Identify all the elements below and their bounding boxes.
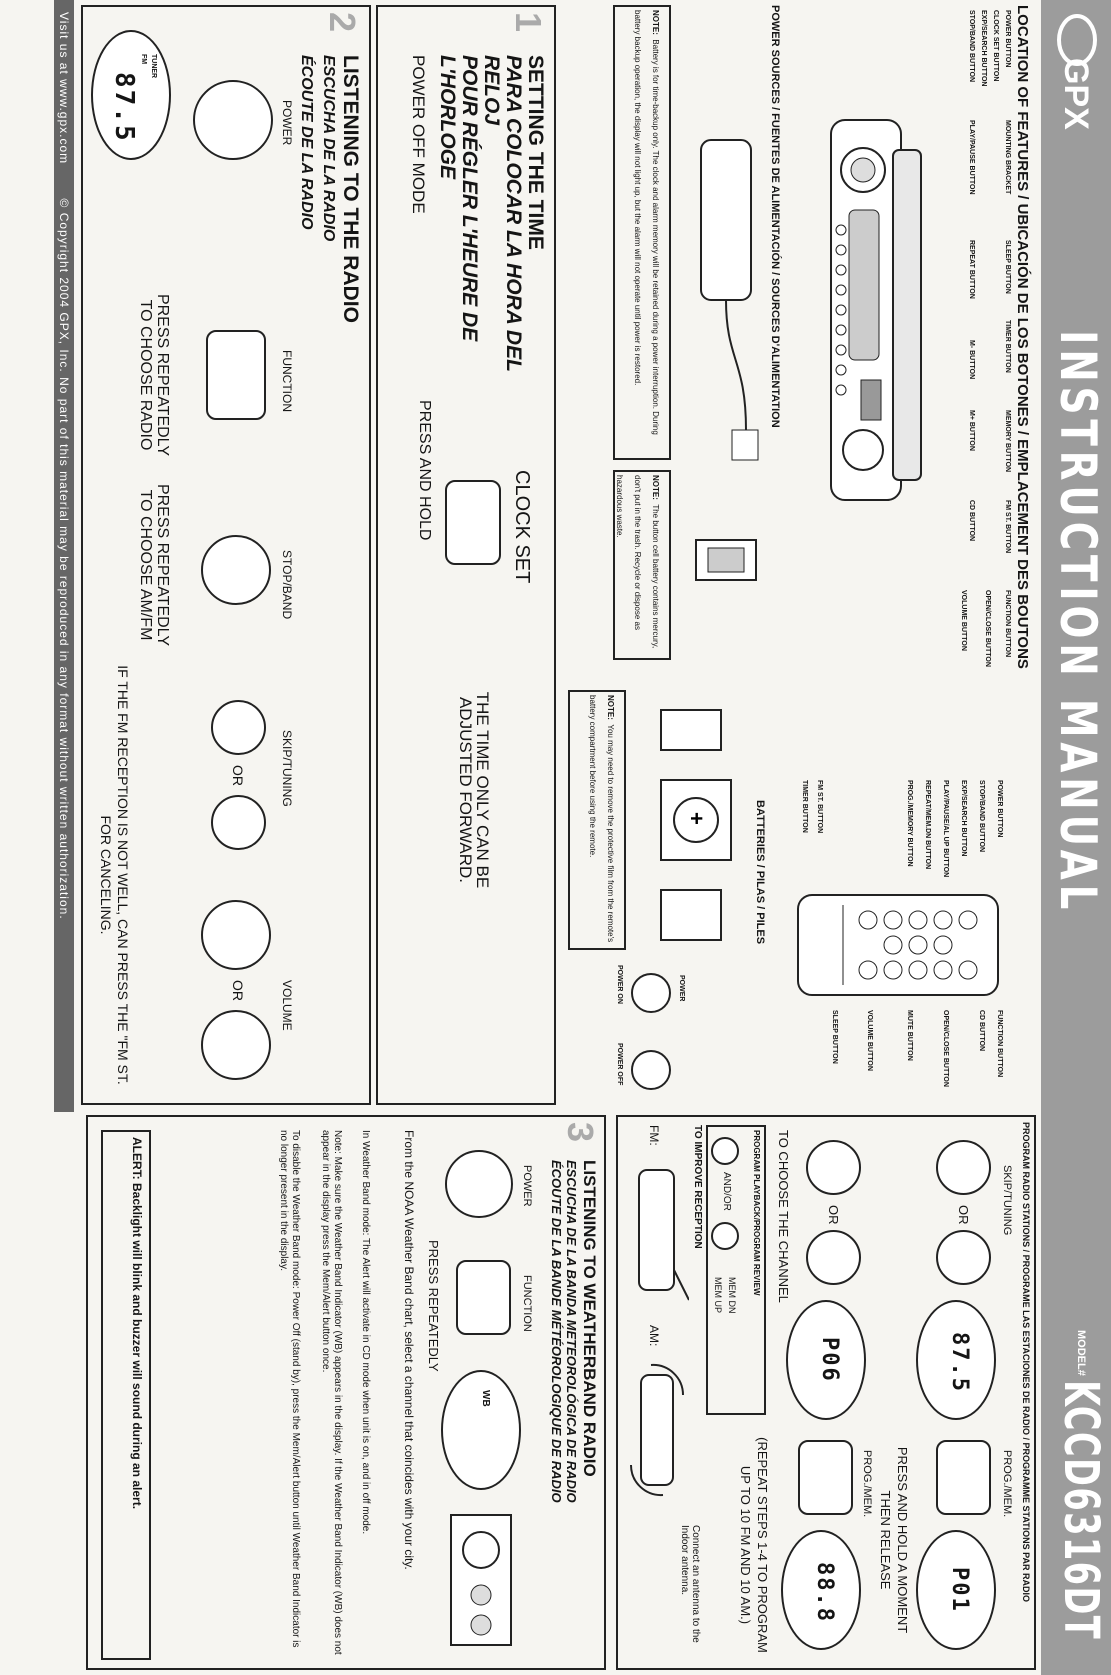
program-lcd-1-value: 87.5 <box>947 1332 972 1393</box>
remote-label-repeat: REPEAT/MEM.DN BUTTON <box>924 780 931 870</box>
svg-text:+: + <box>684 812 709 825</box>
label-memory: MEMORY BUTTON <box>1004 410 1011 473</box>
am-rotate-icon <box>626 1355 691 1505</box>
step3-title <box>549 1160 599 1660</box>
step1-title <box>408 55 546 385</box>
gpx-logo-icon <box>1051 10 1103 140</box>
label-repeat: REPEAT BUTTON <box>968 240 975 299</box>
reception-am: AM: <box>647 1325 661 1347</box>
step2-power-label: POWER <box>280 100 294 146</box>
battery-illustration <box>631 700 741 960</box>
step3-p1: In Weather Band mode: The Alert will activate in CD mode when unit is on, and in off mode. <box>360 1130 371 1535</box>
label-fm-st: FM ST. BUTTON <box>1004 500 1011 554</box>
step2-lcd-tuner: TUNER <box>150 54 157 79</box>
program-prog-mem-label: PROG./MEM. <box>1001 1450 1013 1518</box>
batteries-heading: BATTERIES / PILAS / PILES <box>754 800 766 945</box>
unit-labels-top <box>951 10 1011 667</box>
label-clock-set: CLOCK SET BUTTON <box>992 10 999 82</box>
step3-number: 3 <box>560 1122 601 1143</box>
prog-mem-button-icon <box>936 1440 991 1515</box>
label-m-minus: M- BUTTON <box>968 340 975 380</box>
program-skip-back-icon-2 <box>806 1140 861 1195</box>
program-or-2: OR <box>826 1205 841 1225</box>
step2-lcd-fm: FM <box>140 54 147 65</box>
batteries-note <box>568 690 626 950</box>
program-choose: TO CHOOSE THE CHANNEL <box>776 1130 791 1303</box>
power-on-icon <box>631 973 671 1013</box>
fm-antenna-icon <box>629 1160 689 1310</box>
remote-label-play: PLAY/PAUSE/AL UP BUTTON <box>942 780 949 878</box>
step1-title-es: PARA COLOCAR LA HORA DEL RELOJ <box>480 55 525 372</box>
model-number <box>1053 1330 1109 1675</box>
svg-text:GPX: GPX <box>1057 58 1095 130</box>
batteries-note-label: NOTE: <box>606 695 615 720</box>
program-skip-back-icon <box>936 1140 991 1195</box>
step3-noaa: From the NOAA Weather Band chart, select a channel that coincides with your city. <box>402 1130 416 1570</box>
step2-skip-label: SKIP/TUNING <box>280 730 294 807</box>
step2-buttons-row <box>181 60 294 1090</box>
remote-label-timer: TIMER BUTTON <box>801 780 808 833</box>
program-lcd-2 <box>916 1530 996 1650</box>
program-skip-forward-icon <box>936 1230 991 1285</box>
remote-control-icon <box>793 890 1003 1000</box>
power-on-label: POWER ON <box>616 965 623 1004</box>
label-function: FUNCTION BUTTON <box>1004 590 1011 658</box>
power-on-caption: POWER <box>678 975 685 1002</box>
step2-lcd-value: 87.5 <box>109 72 139 143</box>
unit-illustration <box>791 90 941 550</box>
power-note-2 <box>613 470 671 660</box>
program-lcd-2-value: P01 <box>947 1567 972 1613</box>
step2-function-label: FUNCTION <box>280 350 294 412</box>
step1-title-en: SETTING THE TIME <box>524 55 547 250</box>
remote-label-stop: STOP/BAND BUTTON <box>978 780 985 853</box>
step2-title-en: LISTENING TO THE RADIO <box>339 55 362 323</box>
reception-panel <box>621 1125 701 1665</box>
volume-down-button-icon <box>201 1010 271 1080</box>
page-title: INSTRUCTION MANUAL <box>1049 330 1107 915</box>
step3-alert: ALERT: Backlight will blink and buzzer will sound during an alert. <box>101 1130 151 1660</box>
skip-back-button-icon <box>211 700 266 755</box>
program-mem-up: MEM UP <box>713 1277 723 1313</box>
program-heading: PROGRAM RADIO STATIONS / PROGRAME LAS ESTACIONES DE RADIO / PROGRAMME STATIONS PAR RADIO <box>1021 1122 1031 1603</box>
power-note2-text: The button cell battery contains mercury, don't put in the trash. Recycle or dispose as hazardous waste. <box>615 475 660 649</box>
reception-fm: FM: <box>647 1125 661 1146</box>
label-play-pause: PLAY/PAUSE BUTTON <box>968 120 975 195</box>
label-stop-band: STOP/BAND BUTTON <box>968 10 975 83</box>
program-lcd-4-value: P06 <box>817 1337 842 1383</box>
step2-press-radio: PRESS REPEATEDLY TO CHOOSE RADIO <box>137 293 171 457</box>
power-off-label: POWER OFF <box>616 1043 623 1086</box>
footer-bar <box>54 0 74 1112</box>
step2-volume-label: VOLUME <box>280 980 294 1031</box>
program-andor: AND/OR <box>721 1172 732 1211</box>
step3-function-icon <box>456 1260 511 1335</box>
step1-number: 1 <box>508 12 549 33</box>
volume-up-button-icon <box>201 900 271 970</box>
mem-dn-icon <box>711 1137 739 1165</box>
remote-label-prog: PROG./MEMORY BUTTON <box>906 780 913 867</box>
remote-label-power: POWER BUTTON <box>996 780 1003 838</box>
remote-label-fm-st: FM ST. BUTTON <box>816 780 823 834</box>
step2-title-fr: ÉCOUTE DE LA RADIO <box>298 55 315 230</box>
step3-power-icon <box>445 1150 513 1218</box>
program-playback-box <box>706 1125 766 1415</box>
power-button-icon <box>193 80 273 160</box>
step3-function-label: FUNCTION <box>521 1275 533 1332</box>
header-bar <box>1041 0 1111 1675</box>
clock-set-button-icon <box>445 480 501 565</box>
step2-press-amfm: PRESS REPEATEDLY TO CHOOSE AM/FM <box>137 483 171 647</box>
stop-band-button-icon <box>201 535 271 605</box>
program-prog-mem-label-2: PROG./MEM. <box>861 1450 873 1518</box>
step3-lcd-wb: WB <box>480 1390 491 1407</box>
reception-antenna: Connect an antenna to the Indoor antenna. <box>679 1525 701 1643</box>
prog-mem-button-icon-2 <box>798 1440 853 1515</box>
clock-press-hold: PRESS AND HOLD <box>416 400 433 541</box>
step2-lcd <box>91 30 171 160</box>
footer-url: Visit us at www.gpx.com <box>57 12 71 165</box>
program-lcd-1 <box>916 1300 996 1420</box>
unit-drawing-icon <box>791 90 941 550</box>
wb-tuning-knob-icon <box>441 1510 521 1650</box>
label-volume: VOLUME BUTTON <box>960 590 967 651</box>
power-cord-icon <box>676 100 766 620</box>
footer-copyright: © Copyright 2004 GPX, Inc. No part of this material may be reproduced in any format without written authorization. <box>57 198 71 920</box>
power-heading: POWER SOURCES / FUENTES DE ALIMENTACIÓN / SOURCES D'ALIMENTATION <box>769 5 781 428</box>
power-on-off-diagram <box>571 965 691 1105</box>
step2-fm-note: IF THE FM RECEPTION IS NOT WELL, CAN PRESS THE "FM ST. FOR CANCELING. <box>98 665 131 1085</box>
program-repeat: (REPEAT STEPS 1-4 TO PROGRAM UP TO 10 FM AND 10 AM.) <box>738 1437 770 1653</box>
label-exp-search: EXP/SEARCH BUTTON <box>980 10 987 87</box>
power-illustration <box>676 100 766 620</box>
remote-label-sleep: SLEEP BUTTON <box>831 1010 838 1064</box>
step3-p2: Note: Make sure the Weather Band Indicator (WB) appears in the display. If the Weather Band Indicator (WB) does not appear in the display press the Mem/Alert button once. <box>320 1130 343 1655</box>
power-note2-label: NOTE: <box>651 475 660 500</box>
step1-title-fr: POUR RÉGLER L'HEURE DE L'HORLOGE <box>436 55 481 342</box>
step2-or-2: OR <box>230 980 246 1001</box>
program-playback-title: PROGRAM PLAYBACK/PROGRAM REVIEW <box>752 1130 761 1296</box>
step2-stopband-label: STOP/BAND <box>280 550 294 620</box>
clock-set-label: CLOCK SET <box>511 470 533 584</box>
step2-or-1: OR <box>230 765 246 786</box>
mem-up-icon <box>711 1222 739 1250</box>
step3-title-en: LISTENING TO WEATHERBAND RADIO <box>580 1160 599 1477</box>
batteries-note-text: You may need to remove the protective film from the remote's battery compartment before using the remote. <box>588 695 615 943</box>
features-heading: LOCATION OF FEATURES / UBICACIÓN DE LOS BOTONES / EMPLACEMENT DES BOUTONS <box>1014 5 1031 669</box>
remote-label-exp: EXP/SEARCH BUTTON <box>960 780 967 857</box>
step2-title <box>295 55 361 385</box>
power-off-icon <box>631 1050 671 1090</box>
step2-title-es: ESCUCHA DE LA RADIO <box>320 55 337 242</box>
step3-press-rep: PRESS REPEATEDLY <box>426 1240 441 1372</box>
program-lcd-4 <box>786 1300 866 1420</box>
power-note <box>613 5 671 460</box>
step1-clock-set <box>401 400 541 660</box>
program-mem-dn: MEM DN <box>727 1277 737 1314</box>
step2-number: 2 <box>322 12 363 33</box>
step1-mode: POWER OFF MODE <box>409 55 428 214</box>
step1-note: THE TIME ONLY CAN BE ADJUSTED FORWARD. <box>456 691 492 889</box>
label-timer: TIMER BUTTON <box>1004 320 1011 373</box>
battery-insert-icon <box>631 700 741 960</box>
label-cd: CD BUTTON <box>968 500 975 542</box>
program-lcd-3 <box>781 1530 861 1650</box>
function-button-icon <box>206 330 266 420</box>
remote-label-cd: CD BUTTON <box>978 1010 985 1052</box>
program-skip-forward-icon-2 <box>806 1230 861 1285</box>
label-m-plus: M+ BUTTON <box>968 410 975 451</box>
step3-p3: To disable the Weather Band mode: Power Off (stand by), press the Mem/Alert button until Weather Band Indicator is no longer present in the display. <box>278 1130 301 1648</box>
power-note-text: Battery is for time-backup only. The clock and alarm memory will be retained during a power interruption. During battery backup operation, the display will not light up, but the alarm will not operate until power is restored. <box>633 10 660 435</box>
program-or-1: OR <box>956 1205 971 1225</box>
program-skip-label: SKIP/TUNING <box>1001 1165 1013 1236</box>
remote-diagram <box>783 780 1023 1110</box>
label-open-close: OPEN/CLOSE BUTTON <box>984 590 991 667</box>
step3-lcd <box>441 1370 521 1490</box>
remote-label-function: FUNCTION BUTTON <box>996 1010 1003 1078</box>
step3-power-label: POWER <box>521 1165 533 1207</box>
model-value: KCCD6316DT <box>1053 1380 1109 1641</box>
program-lcd-3-value: 88.8 <box>812 1562 837 1623</box>
label-sleep: SLEEP BUTTON <box>1004 240 1011 294</box>
remote-label-mute: MUTE BUTTON <box>906 1010 913 1061</box>
label-mounting: MOUNTING BRACKET <box>1004 120 1011 195</box>
label-power: POWER BUTTON <box>1004 10 1011 68</box>
step3-title-fr: ÉCOUTE DE LA BANDE MÉTÉOROLOGIQUE DE RADIO <box>549 1160 564 1503</box>
skip-forward-button-icon <box>211 795 266 850</box>
power-note-label: NOTE: <box>651 10 660 35</box>
model-label: MODEL# <box>1075 1330 1087 1376</box>
remote-label-open: OPEN/CLOSE BUTTON <box>942 1010 949 1087</box>
remote-label-volume: VOLUME BUTTON <box>866 1010 873 1071</box>
step3-title-es: ESCUCHA DE LA BANDA METEOROLÓGICA DE RADIO <box>564 1160 579 1503</box>
program-press-hold: PRESS AND HOLD A MOMENT THEN RELEASE <box>878 1446 910 1634</box>
reception-heading: TO IMPROVE RECEPTION <box>692 1125 703 1249</box>
